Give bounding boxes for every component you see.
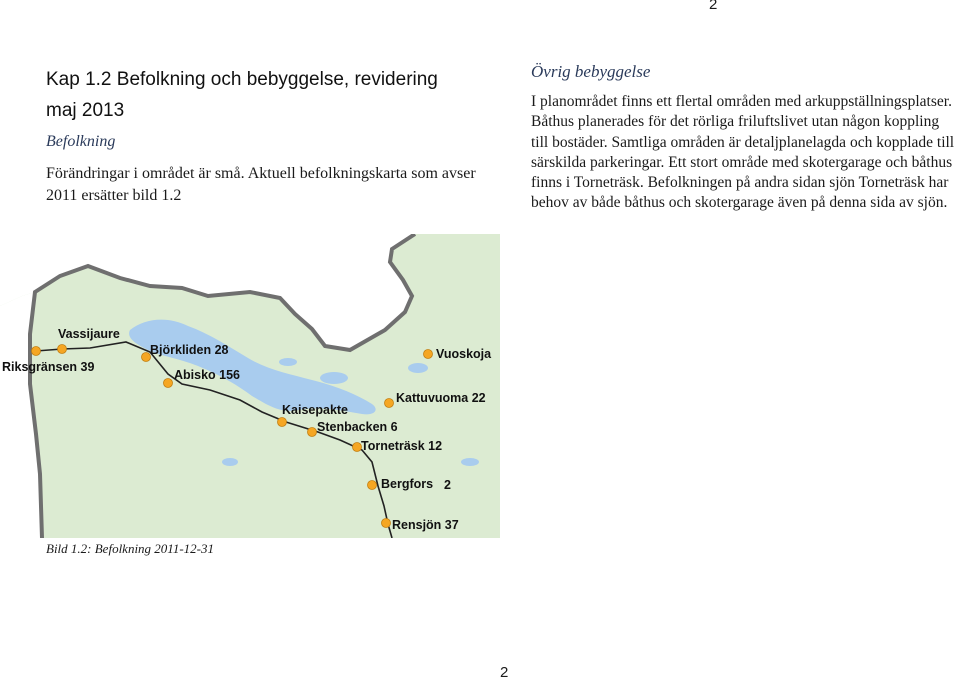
place-label: Rensjön 37 <box>392 518 459 532</box>
chapter-title-line-1: Kap 1.2 Befolkning och bebyggelse, revidering <box>46 69 438 90</box>
place-label: 2 <box>444 478 451 492</box>
chapter-title-line-2: maj 2013 <box>46 100 125 121</box>
chapter-title <box>46 64 486 126</box>
marker-bergfors <box>368 481 377 490</box>
marker-vuoskoja <box>424 350 433 359</box>
intro-paragraph: Förändringar i området är små. Aktuell befolkningskarta som avser 2011 ersätter bild 1.2 <box>46 165 476 204</box>
place-label: Riksgränsen 39 <box>2 360 95 374</box>
place-label: Kaisepakte <box>282 403 349 417</box>
marker-kattuvuoma <box>385 399 394 408</box>
page-number-bottom: 2 <box>500 664 509 681</box>
marker-rensjon <box>382 519 391 528</box>
lake-small-1 <box>320 372 348 384</box>
marker-stenbacken <box>308 428 317 437</box>
place-label: Kattuvuoma 22 <box>396 391 486 405</box>
lake-small-2 <box>279 358 297 366</box>
section-subheading-befolkning: Befolkning <box>46 133 116 150</box>
marker-vassijaure <box>58 345 67 354</box>
lake-small-3 <box>408 363 428 373</box>
place-label: Vuoskoja <box>436 347 492 361</box>
lake-small-5 <box>222 458 238 466</box>
place-label: Vassijaure <box>58 327 120 341</box>
marker-kaisepakte <box>278 418 287 427</box>
place-label: Abisko 156 <box>174 368 241 382</box>
place-label: Torneträsk 12 <box>361 439 443 453</box>
population-map <box>0 234 500 538</box>
lake-small-4 <box>461 458 479 466</box>
section-subheading-ovrig-bebyggelse: Övrig bebyggelse <box>531 62 651 81</box>
marker-riksgransen <box>32 347 41 356</box>
place-label: Stenbacken 6 <box>317 420 398 434</box>
side-paragraph: I planområdet finns ett flertal områden med arkuppställningsplatser. Båthus planerades för det rörliga friluftslivet utan någon koppling till bostäder. Samtliga områden är detaljplanelagda och kopplade till särskilda parkeringar. Ett stort område med skotergarage och båthus finns i Torneträsk. Befolkningen på andra sidan sjön Torneträsk har behov av både båthus och skotergarage även på denna sida av sjön. <box>531 93 955 212</box>
map-caption: Bild 1.2: Befolkning 2011-12-31 <box>46 541 215 556</box>
place-label: Björkliden 28 <box>150 343 229 357</box>
place-label: Bergfors <box>381 477 434 491</box>
marker-abisko <box>164 379 173 388</box>
page-number-top: 2 <box>709 0 718 13</box>
